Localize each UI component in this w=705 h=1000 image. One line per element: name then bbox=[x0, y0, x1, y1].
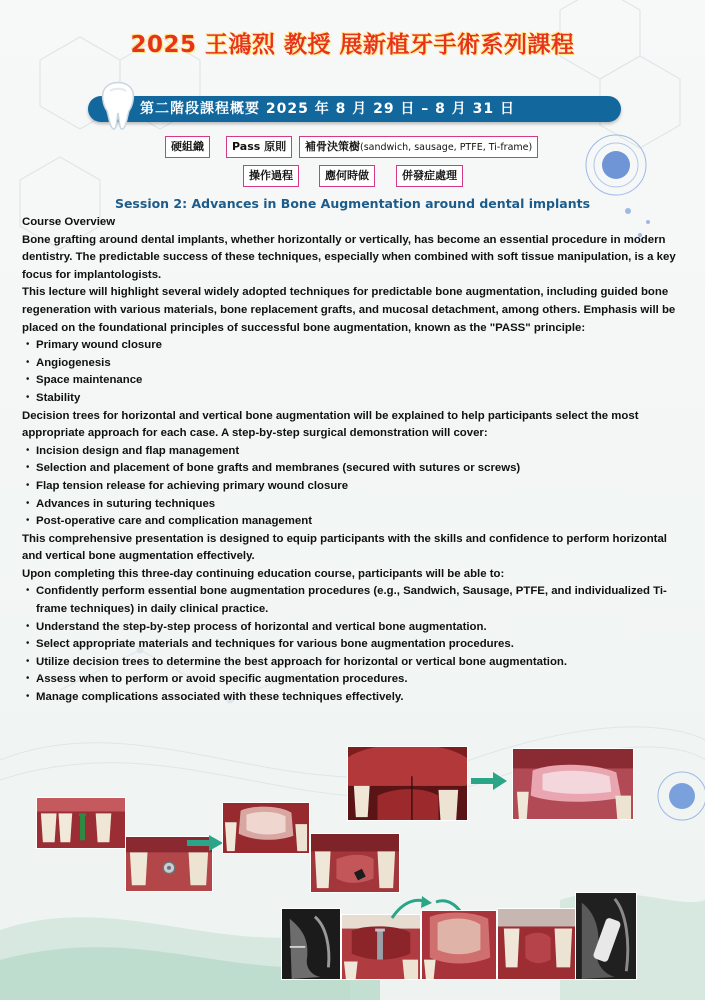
list-item: ・ Angiogenesis bbox=[22, 355, 687, 373]
overview-paragraph: This comprehensive presentation is designed to equip participants with the skills and confidence to perform horizontal and vertical bone augmentation effectively. bbox=[22, 532, 667, 563]
overview-paragraph: Bone grafting around dental implants, whether horizontally or vertically, has become an essential procedure in modern dentistry. The predictable success of these techniques, especially when combined with soft tissue manipulation, is a key focus for implantologists. bbox=[22, 233, 676, 281]
clinical-photo bbox=[497, 908, 577, 980]
tag-decision-tree bbox=[299, 136, 538, 158]
outcome-list bbox=[22, 583, 687, 706]
clinical-photo bbox=[36, 797, 126, 849]
pass-list bbox=[22, 337, 687, 407]
tag-complications: 併發症處理 bbox=[396, 165, 463, 187]
clinical-photo bbox=[347, 746, 468, 821]
tooth-icon bbox=[98, 81, 138, 133]
tag-when-to-do: 應何時做 bbox=[319, 165, 375, 187]
page-title: 2025 王鴻烈 教授 展新植牙手術系列課程 bbox=[130, 32, 575, 58]
clinical-photo bbox=[512, 748, 634, 820]
clinical-photo bbox=[341, 914, 421, 980]
radiograph-photo bbox=[281, 908, 341, 980]
clinical-photo bbox=[310, 833, 400, 893]
overview-paragraph: This lecture will highlight several widely adopted techniques for predictable bone augmentation, including guided bone regeneration with various materials, bone replacement grafts, and mucosal detachment, among others. Emphasis will be placed on the foundational principles of successful bone augmentation, known as the "PASS" principle: bbox=[22, 286, 676, 334]
list-item: ・ Primary wound closure bbox=[22, 337, 687, 355]
demo-list bbox=[22, 443, 687, 531]
tag-procedure: 操作過程 bbox=[243, 165, 299, 187]
list-item: ・ Manage complications associated with these techniques effectively. bbox=[22, 689, 687, 707]
arrow-right-icon bbox=[471, 772, 507, 790]
overview-paragraph: Upon completing this three-day continuing education course, participants will be able to: bbox=[22, 567, 505, 580]
list-item: ・ Advances in suturing techniques bbox=[22, 496, 687, 514]
tag-hard-tissue: 硬組織 bbox=[165, 136, 210, 158]
tag-pass-principle: Pass 原則 bbox=[226, 136, 292, 158]
list-item: ・ Utilize decision trees to determine the best approach for horizontal or vertical bone augmentation. bbox=[22, 654, 687, 672]
stage-banner bbox=[88, 96, 621, 122]
clinical-photo bbox=[421, 910, 497, 980]
list-item: ・ Select appropriate materials and techniques for various bone augmentation procedures. bbox=[22, 636, 687, 654]
overview-paragraph: Decision trees for horizontal and vertical bone augmentation will be explained to help participants select the most appropriate approach for each case. A step-by-step surgical demonstration will cover: bbox=[22, 409, 639, 440]
tag-decision-tree-detail: (sandwich, sausage, PTFE, Ti-frame) bbox=[360, 142, 533, 153]
list-item: ・ Understand the step-by-step process of horizontal and vertical bone augmentation. bbox=[22, 619, 687, 637]
banner-text: 第二階段課程概要 2025 年 8 月 29 日 – 8 月 31 日 bbox=[140, 101, 516, 117]
list-item: ・ Post-operative care and complication management bbox=[22, 513, 687, 531]
clinical-photo bbox=[222, 802, 310, 854]
course-overview bbox=[22, 214, 687, 707]
overview-heading: Course Overview bbox=[22, 216, 116, 228]
list-item: ・ Incision design and flap management bbox=[22, 443, 687, 461]
list-item: ・ Flap tension release for achieving primary wound closure bbox=[22, 478, 687, 496]
list-item: ・ Confidently perform essential bone augmentation procedures (e.g., Sandwich, Sausage, PTFE, and individualized Ti-frame techniques) in daily clinical practice. bbox=[22, 583, 687, 618]
list-item: ・ Selection and placement of bone grafts and membranes (secured with sutures or screws) bbox=[22, 460, 687, 478]
list-item: ・ Space maintenance bbox=[22, 372, 687, 390]
tag-decision-tree-main: 補骨決策樹 bbox=[305, 140, 360, 153]
session-title: Session 2: Advances in Bone Augmentation around dental implants bbox=[114, 196, 591, 211]
list-item: ・ Assess when to perform or avoid specific augmentation procedures. bbox=[22, 671, 687, 689]
arrow-right-icon bbox=[187, 835, 223, 851]
list-item: ・ Stability bbox=[22, 390, 687, 408]
radiograph-photo bbox=[575, 892, 637, 980]
